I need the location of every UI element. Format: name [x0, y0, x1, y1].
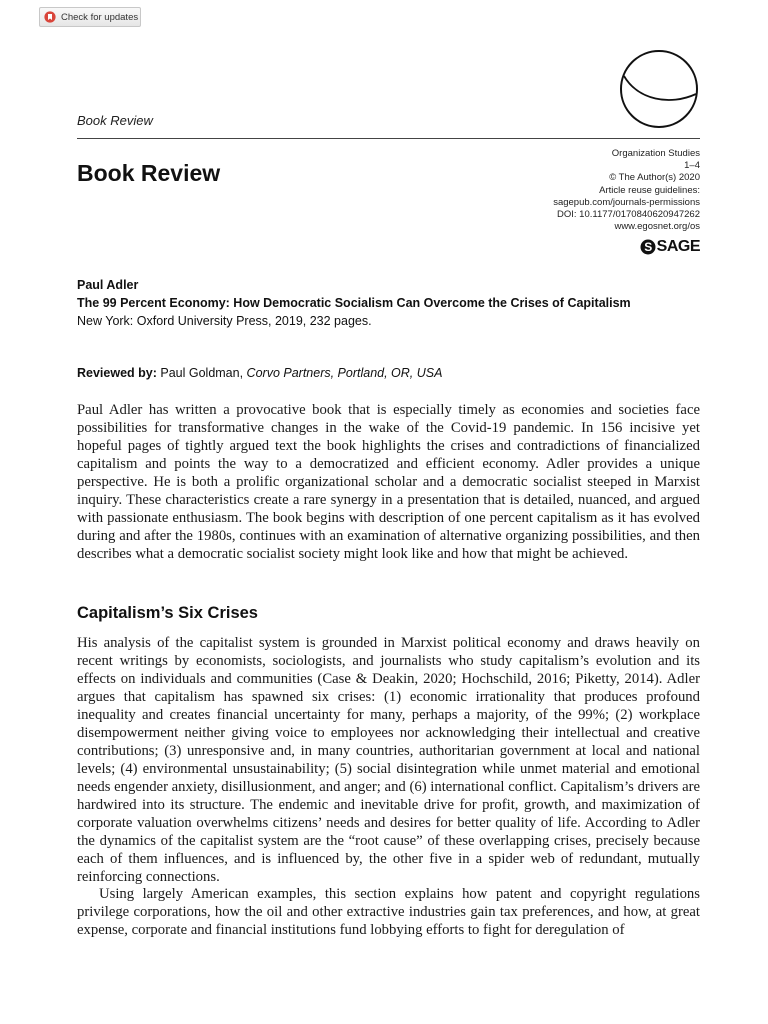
reviewer-affiliation: Corvo Partners, Portland, OR, USA — [246, 366, 443, 380]
body-paragraph: Using largely American examples, this section explains how patent and copyright regulations privilege corporations, how the oil and other extractive industries gain tax preferences, and how, at great expense, corporate and financial institutions fund lobbying efforts to fight for deregulation of — [77, 886, 700, 938]
svg-text:S: S — [643, 240, 652, 255]
permissions-link[interactable]: sagepub.com/journals-permissions — [553, 196, 700, 208]
reviewer-name: Paul Goldman, — [160, 366, 244, 380]
book-publication: New York: Oxford University Press, 2019, 232 pages. — [77, 314, 372, 328]
publisher-logo — [640, 238, 700, 256]
header-rule — [77, 138, 700, 139]
running-head: Book Review — [77, 113, 153, 128]
book-title: The 99 Percent Economy: How Democratic Socialism Can Overcome the Crises of Capitalism — [77, 296, 631, 310]
body-paragraph: Paul Adler has written a provocative book that is especially timely as economies and societies face possibilities for transformative changes in the wake of the Covid-19 pandemic. In 156 incisive yet hopeful pages of tightly argued text the book highlights the crises and contradictions of financialized capitalism and points the way to a democratized and efficient economy. Adler provides a unique perspective. He is both a prolific organizational scholar and a democratic socialist steeped in Marxist inquiry. These characteristics create a rare synergy in a presentation that is detailed, nuanced, and argued with passionate enthusiasm. The book begins with description of one percent capitalism as it has evolved during and after the 1980s, continues with an examination of alternative organizing possibilities, and then describes what a democratic socialist society might look like and how that might be achieved. — [77, 402, 700, 562]
doi[interactable]: DOI: 10.1177/0170840620947262 — [557, 209, 700, 221]
journal-info — [553, 148, 700, 233]
page-range: 1–4 — [684, 160, 700, 172]
check-for-updates-label: Check for updates — [61, 11, 139, 23]
reviewer-label: Reviewed by: — [77, 366, 157, 380]
reviewer-line — [77, 366, 442, 380]
journal-logo-icon — [618, 48, 700, 130]
journal-website[interactable]: www.egosnet.org/os — [614, 221, 700, 233]
reuse-guidelines: Article reuse guidelines: — [599, 184, 700, 196]
page-title: Book Review — [77, 160, 221, 186]
book-author: Paul Adler — [77, 278, 139, 292]
bookmark-check-icon — [44, 11, 56, 23]
book-details — [77, 276, 700, 330]
copyright: © The Author(s) 2020 — [609, 172, 700, 184]
body-paragraph: His analysis of the capitalist system is grounded in Marxist political economy and draws heavily on recent writings by economists, sociologists, and journalists who study capitalism’s evolution and its effects on individuals and communities (Case & Deakin, 2020; Hochschild, 2016; Piketty, 2014). Adler argues that capitalism has spawned six crises: (1) economic irrationality that produces profound inequality and creates financial uncertainty for many, perhaps a majority, of the 99%; (2) workplace disempowerment neither giving voice to employees nor acknowledging their intellectual and creative contributions; (3) unresponsive and, in many countries, authoritarian government at local and national levels; (4) environmental unsustainability; (5) social disintegration while unmet material and emotional needs engender anxiety, disillusionment, and anger; and (6) international conflict. Capitalism’s drivers are hardwired into its structure. The endemic and inevitable drive for profit, growth, and maximization of corporate valuation overwhelms citizens’ needs and desires for better quality of life. According to Adler the dynamics of the capitalist system are the “root cause” of these overlapping crises, precisely because each of them influences, and is influenced by, the other five in a spider web of redundant, mutually reinforcing connections. — [77, 635, 700, 885]
check-for-updates-button[interactable] — [39, 7, 141, 27]
section-heading: Capitalism’s Six Crises — [77, 604, 258, 622]
sage-s-icon — [640, 239, 656, 255]
publisher-logo-text: SAGE — [656, 238, 700, 255]
journal-name: Organization Studies — [611, 148, 700, 159]
